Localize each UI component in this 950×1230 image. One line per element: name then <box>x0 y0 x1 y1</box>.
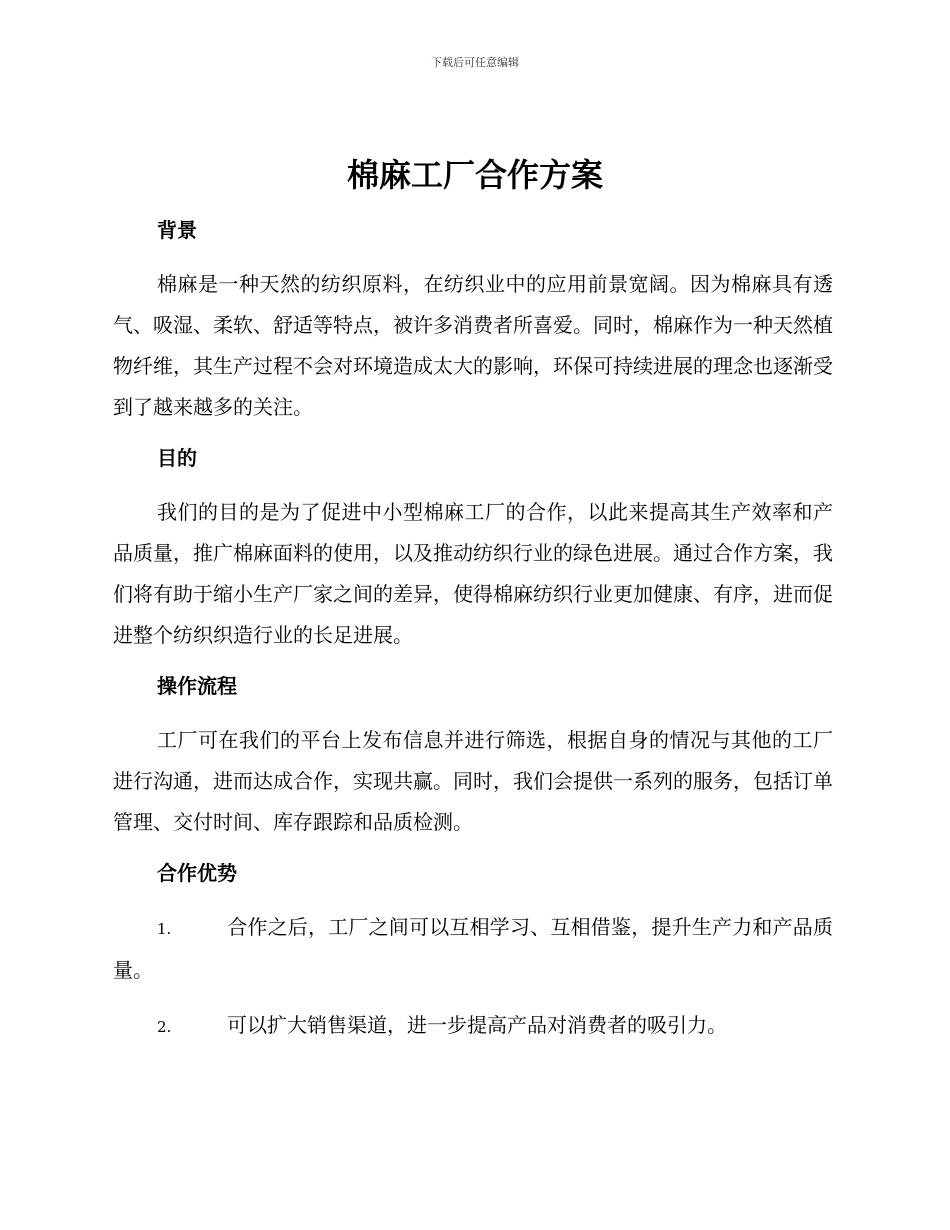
paragraph-process: 工厂可在我们的平台上发布信息并进行筛选，根据自身的情况与其他的工厂进行沟通，进而达成合作，实现共赢。同时，我们会提供一系列的服务，包括订单管理、交付时间、库存跟踪和品质检测。 <box>113 728 833 834</box>
list-item-text: 合作之后，工厂之间可以互相学习、互相借鉴，提升生产力和产品质量。 <box>113 915 833 982</box>
section-heading-background: 背景 <box>157 218 197 242</box>
page-header-note: 下载后可任意编辑 <box>431 56 519 69</box>
list-number: 1. <box>157 920 172 938</box>
section-heading-advantages: 合作优势 <box>157 861 237 885</box>
paragraph-background: 棉麻是一种天然的纺织原料，在纺织业中的应用前景宽阔。因为棉麻具有透气、吸湿、柔软、舒适等特点，被许多消费者所喜爱。同时，棉麻作为一种天然植物纤维，其生产过程不会对环境造成太大的影响，环保可持续进展的理念也逐渐受到了越来越多的关注。 <box>113 272 833 419</box>
section-heading-process: 操作流程 <box>157 674 237 698</box>
list-item <box>113 907 833 991</box>
document-title: 棉麻工厂合作方案 <box>346 156 603 194</box>
list-item-text: 可以扩大销售渠道，进一步提高产品对消费者的吸引力。 <box>227 1013 727 1037</box>
list-number: 2. <box>157 1018 172 1036</box>
list-item <box>113 1005 833 1048</box>
paragraph-purpose: 我们的目的是为了促进中小型棉麻工厂的合作，以此来提高其生产效率和产品质量，推广棉麻面料的使用，以及推动纺织行业的绿色进展。通过合作方案，我们将有助于缩小生产厂家之间的差异，使得棉麻纺织行业更加健康、有序，进而促进整个纺织织造行业的长足进展。 <box>113 500 833 647</box>
section-heading-purpose: 目的 <box>157 446 197 470</box>
document-body <box>113 200 833 1048</box>
